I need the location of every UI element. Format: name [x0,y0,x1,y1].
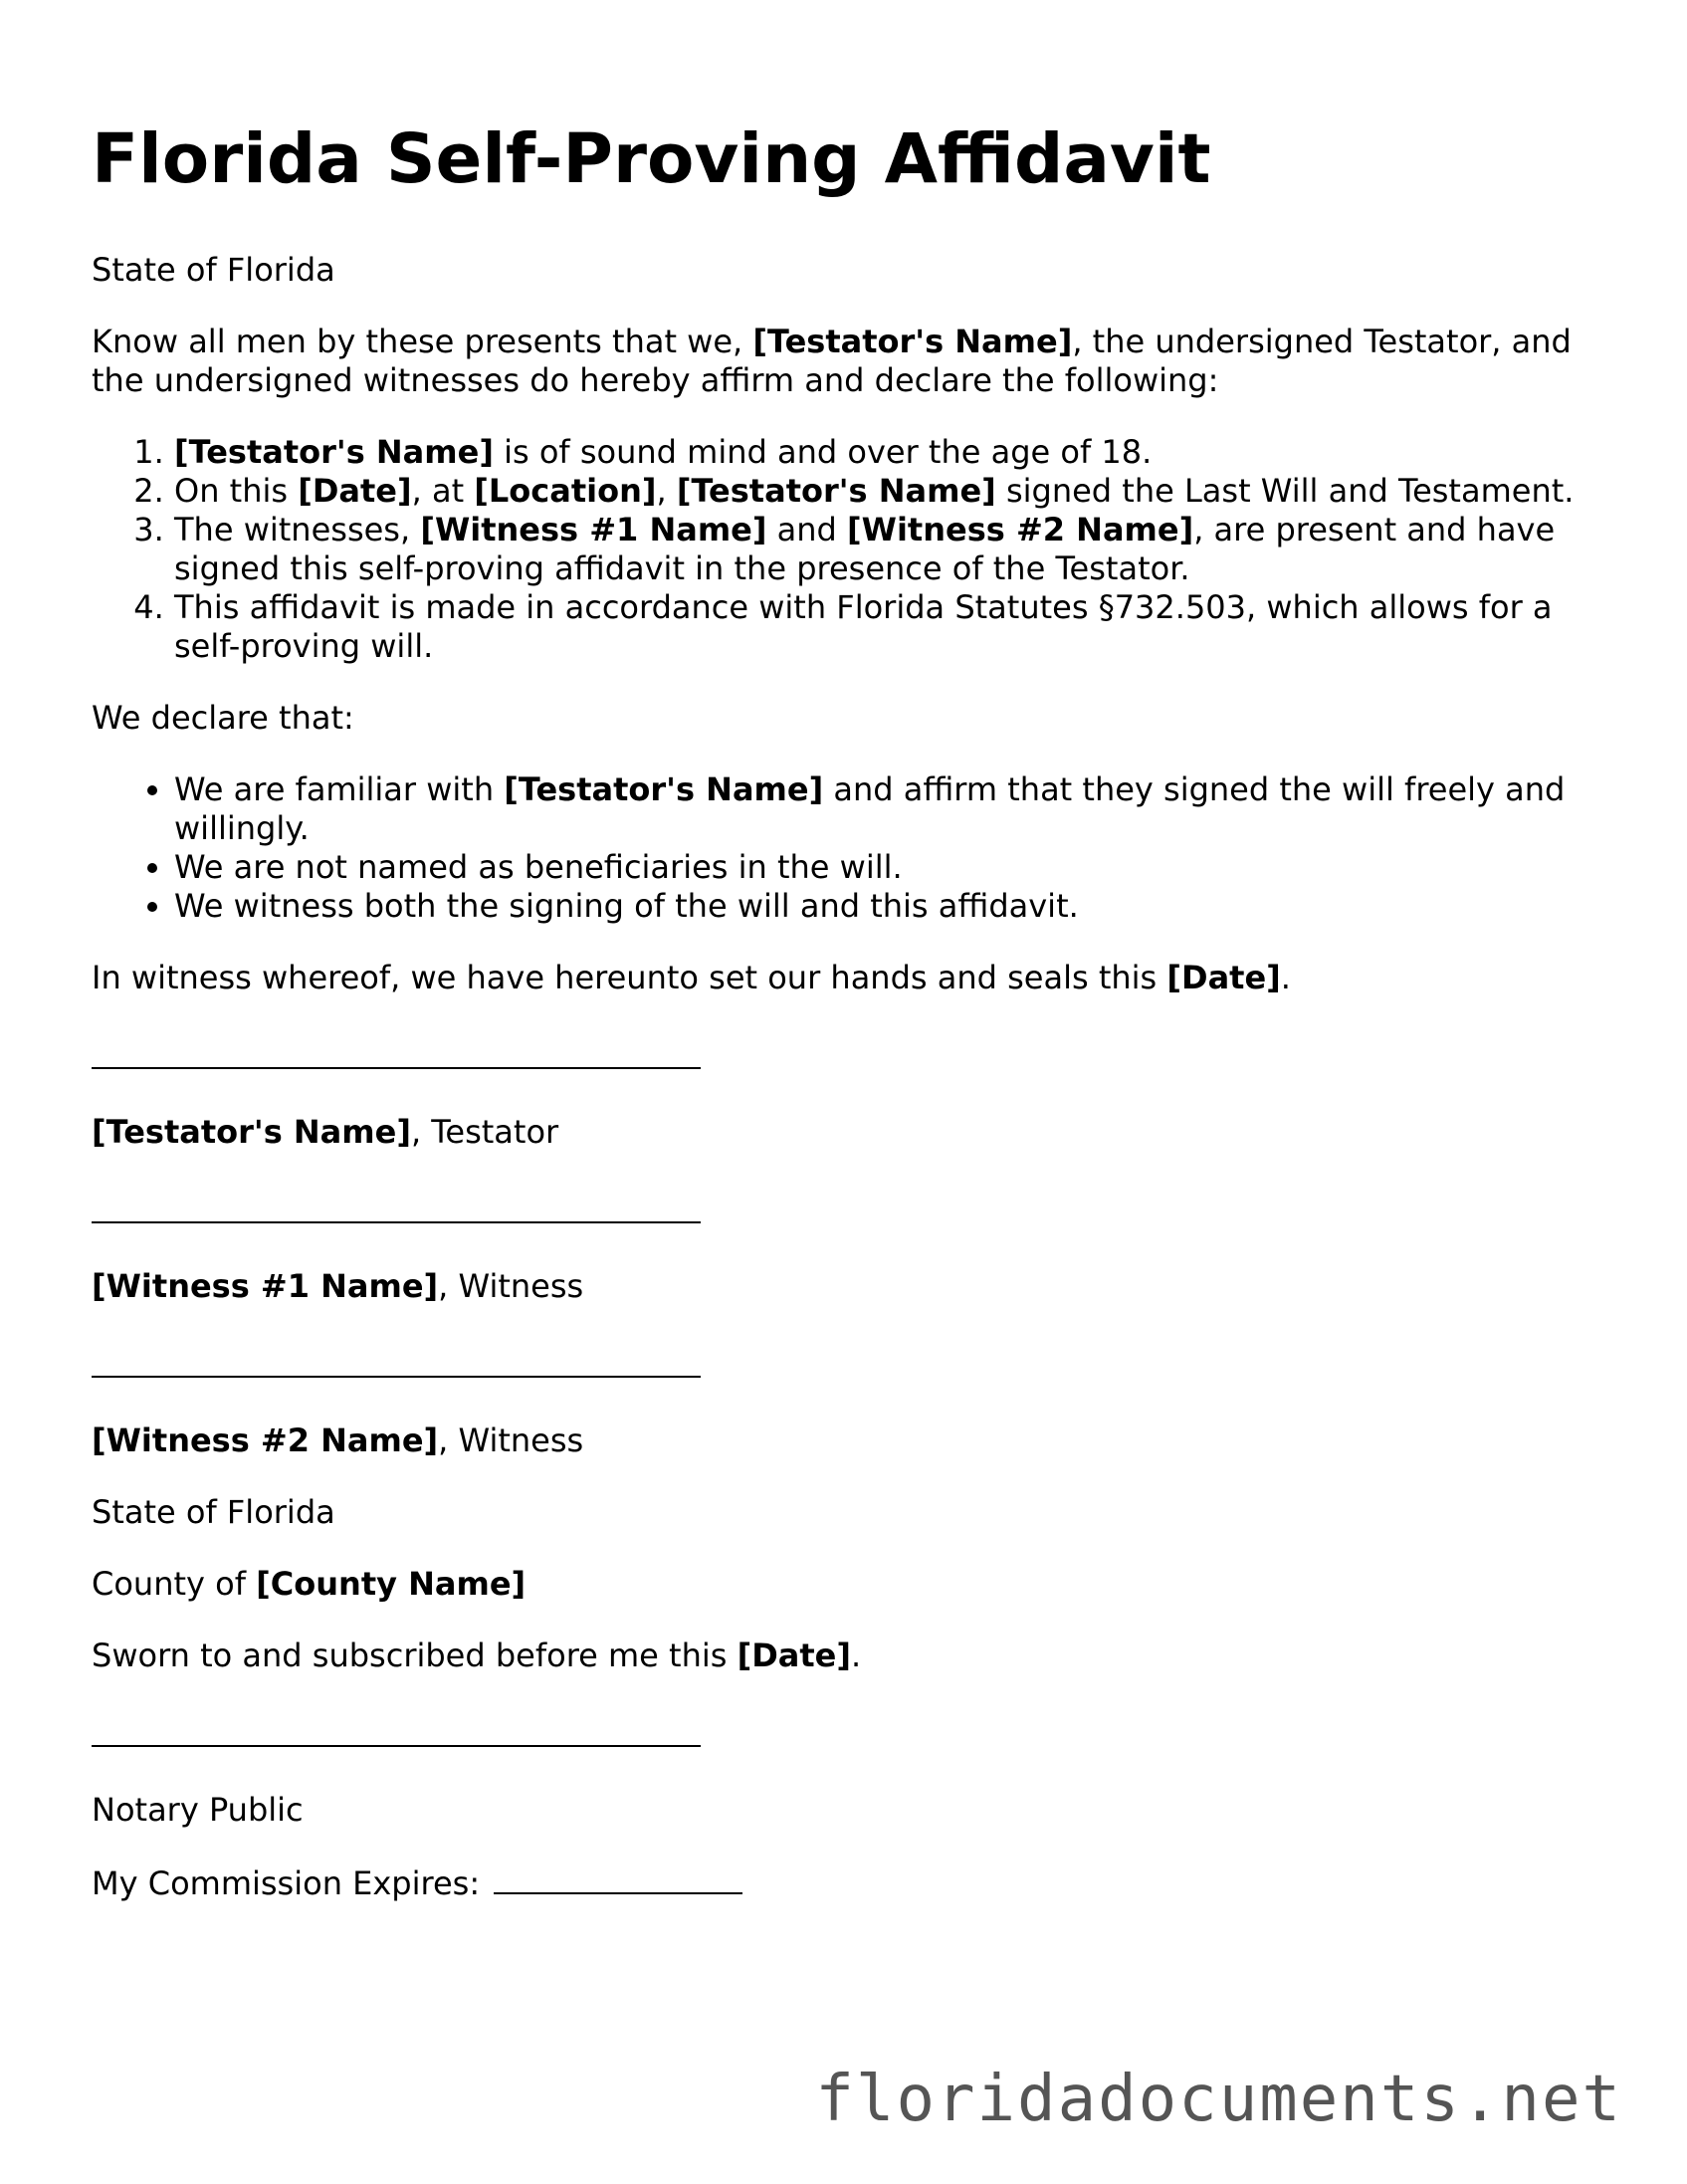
state-line: State of Florida [92,251,335,289]
watermark: floridadocuments.net [815,2063,1622,2136]
county-line: County of [County Name] [92,1565,527,1603]
list-item: • We are not named as beneficiaries in the will. [174,848,1599,887]
placeholder-testator-name: [Testator's Name] [752,323,1073,360]
commission-line: My Commission Expires: [92,1862,1599,1903]
list-item: 1. [Testator's Name] is of sound mind and over the age of 18. [174,433,1599,472]
affirmation-list [92,433,1599,666]
notary-label: Notary Public [92,1791,304,1829]
signature-label-witness-1: [Witness #1 Name], Witness [92,1267,584,1305]
intro-paragraph: Know all men by these presents that we, [Testator's Name], the undersigned Testator, and the undersigned witnesses do hereby affirm and declare the following: [92,323,1572,399]
list-item: 4. This affidavit is made in accordance with Florida Statutes §732.503, which allows for a self-proving will. [174,588,1599,666]
list-item: • We witness both the signing of the will and this affidavit. [174,887,1599,926]
signature-line-notary[interactable] [92,1745,701,1747]
commission-expiry-blank[interactable] [494,1862,742,1894]
signature-line-testator[interactable] [92,1067,701,1069]
sworn-line: Sworn to and subscribed before me this [Date]. [92,1637,862,1674]
list-item: 2. On this [Date], at [Location], [Testator's Name] signed the Last Will and Testament. [174,472,1599,511]
signature-line-witness-2[interactable] [92,1376,701,1378]
document-title: Florida Self-Proving Affidavit [92,119,1211,199]
list-item: 3. The witnesses, [Witness #1 Name] and [Witness #2 Name], are present and have signed this self-proving affidavit in the presence of the Testator. [174,511,1599,588]
list-item: • We are familiar with [Testator's Name] and affirm that they signed the will freely and willingly. [174,770,1599,848]
signature-line-witness-1[interactable] [92,1221,701,1223]
witness-whereof: In witness whereof, we have hereunto set our hands and seals this [Date]. [92,959,1291,996]
declaration-list [92,770,1599,926]
state-line-notary: State of Florida [92,1493,335,1531]
document-page [92,117,1599,1903]
signature-label-witness-2: [Witness #2 Name], Witness [92,1421,584,1459]
signature-label-testator: [Testator's Name], Testator [92,1113,559,1151]
declare-heading: We declare that: [92,699,354,737]
